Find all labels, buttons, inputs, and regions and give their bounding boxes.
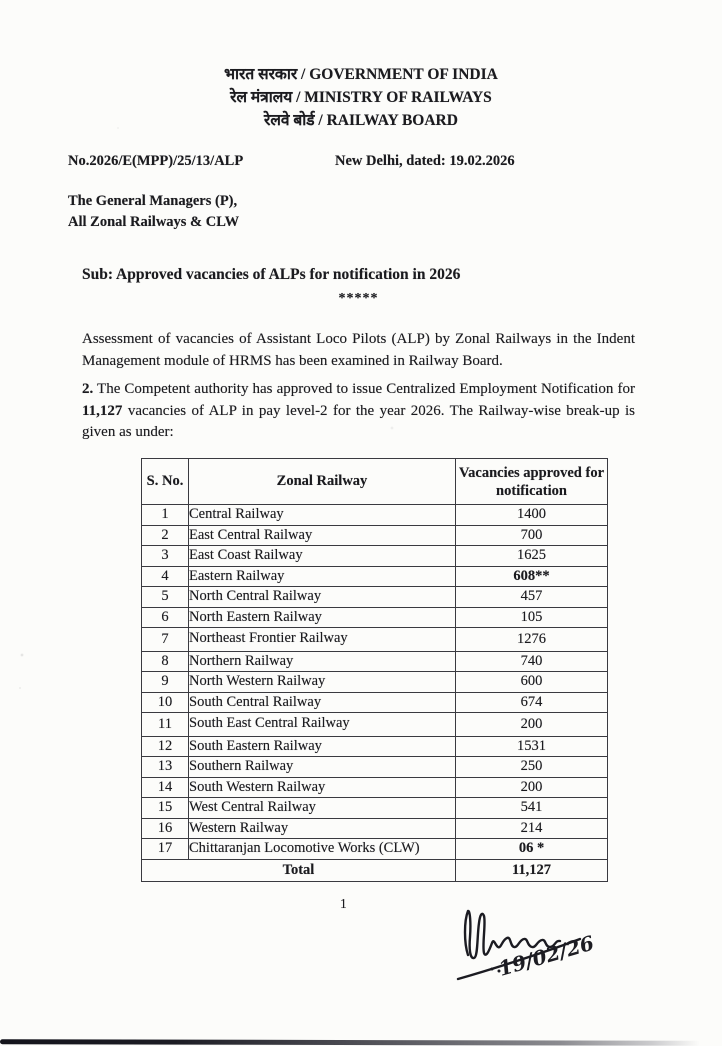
row-railway-name: Eastern Railway <box>189 566 456 587</box>
body-paragraph-2 <box>82 379 635 444</box>
row-serial-number: 9 <box>142 672 189 693</box>
row-vacancy-value: 740 <box>456 651 608 672</box>
body-paragraph-1: Assessment of vacancies of Assistant Loco Pilots (ALP) by Zonal Railways in the Indent Management module of HRMS has been examined in Railway Board. <box>82 331 635 369</box>
row-serial-number: 16 <box>142 818 189 839</box>
table-row <box>142 651 608 672</box>
letterhead-line-ministry: रेल मंत्रालय / MINISTRY OF RAILWAYS <box>230 89 492 106</box>
row-vacancy-value: 608** <box>456 566 608 587</box>
row-vacancy-value: 200 <box>456 777 608 798</box>
table-row <box>142 818 608 839</box>
table-row <box>142 692 608 713</box>
row-railway-name: Western Railway <box>189 818 456 839</box>
row-serial-number: 1 <box>142 505 189 526</box>
signature-date: 19/02/26 <box>495 930 597 981</box>
reference-number: No.2026/E(MPP)/25/13/ALP <box>68 153 244 169</box>
row-vacancy-value: 541 <box>456 798 608 819</box>
letterhead <box>0 63 722 132</box>
addressee-line-2: All Zonal Railways & CLW <box>68 214 240 230</box>
table-total-row <box>142 859 608 881</box>
row-serial-number: 11 <box>142 713 189 737</box>
row-serial-number: 15 <box>142 798 189 819</box>
row-railway-name: East Coast Railway <box>189 546 456 567</box>
table-row <box>142 628 608 652</box>
row-vacancy-value: 105 <box>456 607 608 628</box>
row-vacancy-value: 200 <box>456 713 608 737</box>
total-label: Total <box>142 859 456 881</box>
row-railway-name: Chittaranjan Locomotive Works (CLW) <box>189 839 456 860</box>
row-railway-name: South Eastern Railway <box>189 736 456 757</box>
table-row <box>142 757 608 778</box>
row-railway-name: West Central Railway <box>189 798 456 819</box>
total-value: 11,127 <box>456 859 608 881</box>
row-railway-name: Central Railway <box>189 505 456 526</box>
row-railway-name: South Central Railway <box>189 692 456 713</box>
table-row <box>142 798 608 819</box>
page-number: 1 <box>340 896 347 911</box>
header-zonal-railway: Zonal Railway <box>189 459 456 505</box>
row-railway-name: South Western Railway <box>189 777 456 798</box>
row-vacancy-value: 06 * <box>456 839 608 860</box>
signature-scribble-icon <box>448 903 623 998</box>
row-railway-name: North Western Railway <box>189 672 456 693</box>
row-vacancy-value: 674 <box>456 692 608 713</box>
table-row <box>142 525 608 546</box>
letterhead-line-board: रेलवे बोर्ड / RAILWAY BOARD <box>264 112 458 129</box>
letterhead-line-govt: भारत सरकार / GOVERNMENT OF INDIA <box>224 66 498 83</box>
row-vacancy-value: 1531 <box>456 736 608 757</box>
row-serial-number: 17 <box>142 839 189 860</box>
para2-vacancy-count: 11,127 <box>82 402 123 419</box>
table-row <box>142 777 608 798</box>
table-row <box>142 713 608 737</box>
row-vacancy-value: 600 <box>456 672 608 693</box>
header-vacancies: Vacancies approved for notification <box>456 459 608 505</box>
scan-background <box>0 1046 722 1055</box>
row-serial-number: 10 <box>142 692 189 713</box>
row-serial-number: 8 <box>142 651 189 672</box>
table-row <box>142 587 608 608</box>
row-serial-number: 6 <box>142 607 189 628</box>
row-railway-name: South East Central Railway <box>189 713 456 737</box>
row-vacancy-value: 250 <box>456 757 608 778</box>
row-vacancy-value: 1400 <box>456 505 608 526</box>
row-serial-number: 4 <box>142 566 189 587</box>
row-railway-name: North Central Railway <box>189 587 456 608</box>
row-serial-number: 7 <box>142 628 189 652</box>
row-vacancy-value: 700 <box>456 525 608 546</box>
row-serial-number: 12 <box>142 736 189 757</box>
separator-stars: ***** <box>338 291 379 306</box>
row-railway-name: Southern Railway <box>189 757 456 778</box>
row-serial-number: 13 <box>142 757 189 778</box>
vacancies-table <box>141 458 608 882</box>
addressee <box>68 191 239 233</box>
signature-block <box>448 903 623 998</box>
table-row <box>142 736 608 757</box>
row-railway-name: North Eastern Railway <box>189 607 456 628</box>
row-vacancy-value: 1276 <box>456 628 608 652</box>
row-vacancy-value: 457 <box>456 587 608 608</box>
table-row <box>142 607 608 628</box>
row-serial-number: 2 <box>142 525 189 546</box>
table-row <box>142 546 608 567</box>
row-railway-name: Northeast Frontier Railway <box>189 628 456 652</box>
table-row <box>142 839 608 860</box>
para2-number: 2. <box>82 381 94 397</box>
para2-text-b: vacancies of ALP in pay level-2 for the year 2026. The Railway-wise break-up is given as under: <box>82 402 635 440</box>
subject-line: Sub: Approved vacancies of ALPs for notification in 2026 <box>82 266 461 283</box>
addressee-line-1: The General Managers (P), <box>68 193 238 209</box>
row-serial-number: 14 <box>142 777 189 798</box>
row-railway-name: East Central Railway <box>189 525 456 546</box>
place-and-date: New Delhi, dated: 19.02.2026 <box>335 153 515 169</box>
row-vacancy-value: 1625 <box>456 546 608 567</box>
row-vacancy-value: 214 <box>456 818 608 839</box>
table-row <box>142 566 608 587</box>
table-row <box>142 505 608 526</box>
header-sno: S. No. <box>142 459 189 505</box>
table-header-row <box>142 459 608 505</box>
table-row <box>142 672 608 693</box>
row-railway-name: Northern Railway <box>189 651 456 672</box>
row-serial-number: 5 <box>142 587 189 608</box>
row-serial-number: 3 <box>142 546 189 567</box>
table-body <box>142 505 608 860</box>
para2-text-a: The Competent authority has approved to issue Centralized Employment Notification for <box>93 381 635 397</box>
page-bottom-scan-edge <box>0 1039 700 1045</box>
